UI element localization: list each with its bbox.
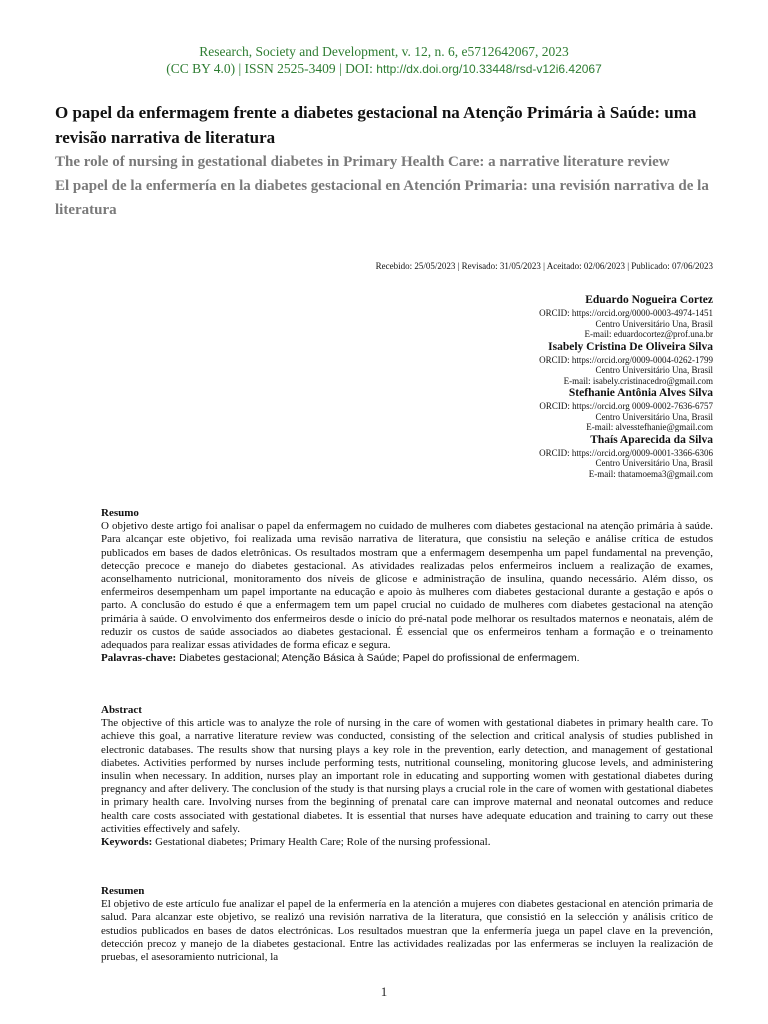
- author-email[interactable]: E-mail: eduardocortez@prof.una.br: [584, 329, 713, 339]
- page-number: 1: [380, 984, 388, 999]
- resumo-text: O objetivo deste artigo foi analisar o papel da enfermagem no cuidado de mulheres com diabetes gestacional na atenção primária à saúde. Para alcançar este objetivo, foi realizada uma revisão narrativa de literatura, que consistiu na seleção e análise crítica de estudos publicados em bases de dados eletrônicas. Os resultados mostram que a enfermagem desempenha um papel fundamental na prevenção, detecção precoce e manejo do diabetes gestacional. As atividades realizadas pelos enfermeiros incluem a realização de exames, aconselhamento nutricional, monitoramento dos níveis de glicose e administração de insulina, quando necessário. Além disso, os enfermeiros desempenham um papel importante na educação e apoio às mulheres com diabetes gestacional durante a gestação e após o parto. A conclusão do estudo é que a enfermagem tem um papel crucial no cuidado de mulheres com diabetes gestacional na atenção primária à saúde. O envolvimento dos enfermeiros desde o início do pré-natal pode melhorar os resultados maternos e neonatais, além de reduzir os custos de saúde associados ao diabetes gestacional. É essencial que os enfermeiros tenham a formação e o treinamento adequados para realizar essas atividades de forma eficaz e segura.: [101, 520, 713, 652]
- author-orcid[interactable]: ORCID: https://orcid.org/0009-0001-3366-6306: [539, 447, 713, 458]
- resumen-heading: Resumen: [101, 885, 145, 897]
- author-entry: [539, 293, 713, 340]
- publication-dates: Recebido: 25/05/2023 | Revisado: 31/05/2023 | Aceitado: 02/06/2023 | Publicado: 07/06/2023: [375, 261, 713, 271]
- author-name: Isabely Cristina De Oliveira Silva: [548, 340, 713, 353]
- author-institution: Centro Universitário Una, Brasil: [595, 458, 713, 468]
- resumo-keywords: [101, 652, 713, 665]
- resumo-section: [101, 507, 713, 665]
- journal-citation: Research, Society and Development, v. 12, n. 6, e5712642067, 2023: [199, 44, 569, 59]
- title-block: [55, 100, 718, 222]
- author-orcid[interactable]: ORCID: https://orcid.org/0009-0004-0262-1799: [539, 354, 713, 365]
- keywords-label: Palavras-chave:: [101, 652, 177, 665]
- license-line: [0, 60, 768, 78]
- author-email[interactable]: E-mail: thatamoema3@gmail.com: [588, 468, 713, 479]
- author-entry: [539, 433, 713, 480]
- abstract-keywords: [101, 836, 713, 849]
- keywords-text: Gestational diabetes; Primary Health Care; Role of the nursing professional.: [152, 836, 491, 849]
- author-institution: Centro Universitário Una, Brasil: [595, 365, 713, 375]
- author-name: Thaís Aparecida da Silva: [590, 433, 713, 446]
- author-entry: [539, 386, 713, 433]
- resumo-heading: Resumo: [101, 507, 139, 519]
- title-spanish: El papel de la enfermería en la diabetes gestacional en Atención Primaria: una revisión narrativa de la literatura: [55, 178, 709, 218]
- title-portuguese: O papel da enfermagem frente a diabetes gestacional na Atenção Primária à Saúde: uma revisão narrativa de literatura: [55, 103, 697, 147]
- keywords-text: Diabetes gestacional; Atenção Básica à Saúde; Papel do profissional de enfermagem.: [176, 652, 580, 665]
- license-issn: (CC BY 4.0) | ISSN 2525-3409 | DOI:: [166, 61, 377, 76]
- author-email[interactable]: E-mail: alvesstefhanie@gmail.com: [586, 422, 713, 432]
- author-orcid[interactable]: ORCID: https://orcid.org/0000-0003-4974-1451: [539, 308, 713, 318]
- author-name: Stefhanie Antônia Alves Silva: [568, 387, 713, 399]
- abstract-heading: Abstract: [101, 704, 142, 716]
- abstract-section: [101, 704, 713, 849]
- author-entry: [539, 340, 713, 387]
- title-english: The role of nursing in gestational diabetes in Primary Health Care: a narrative literature review: [55, 154, 670, 170]
- keywords-label: Keywords:: [101, 836, 153, 849]
- author-email[interactable]: E-mail: isabely.cristinacedro@gmail.com: [563, 375, 713, 386]
- doi-link[interactable]: http://dx.doi.org/10.33448/rsd-v12i6.42067: [376, 62, 602, 76]
- author-list: [539, 293, 713, 479]
- abstract-text: The objective of this article was to analyze the role of nursing in the care of women with gestational diabetes in primary health care. To achieve this goal, a narrative literature review was conducted, consisting of the selection and critical analysis of studies published in electronic databases. The results show that nursing plays a key role in the prevention, early detection, and management of gestational diabetes. Activities performed by nurses include performing tests, nutritional counseling, monitoring glucose levels, and administering insulin when necessary. In addition, nurses play an important role in educating and supporting women with gestational diabetes during pregnancy and after delivery. The conclusion of the study is that nursing plays a crucial role in the care of women with gestational diabetes in primary health care. Involving nurses from the beginning of prenatal care can improve maternal and neonatal outcomes and reduce health care costs associated with gestational diabetes. It is essential that nurses have adequate education and training to carry out these activities effectively and safely.: [101, 717, 713, 835]
- journal-header: [0, 43, 768, 78]
- author-orcid[interactable]: ORCID: https://orcid.org 0009-0002-7636-6757: [539, 401, 713, 411]
- resumen-text: El objetivo de este artículo fue analizar el papel de la enfermería en la atención a mujeres con diabetes gestacional en atención primaria de salud. Para alcanzar este objetivo, se realizó una revisión narrativa de la literatura, que consistió en la selección y análisis crítico de estudios publicados en bases de datos electrónicas. Los resultados muestran que la enfermería juega un papel clave en la prevención, detección precoz y manejo de la diabetes gestacional. Entre las actividades realizadas por las enfermeras se incluyen la realización de pruebas, el asesoramiento nutricional, la: [101, 898, 713, 964]
- author-name: Eduardo Nogueira Cortez: [585, 294, 713, 306]
- resumen-section: [101, 885, 713, 964]
- author-institution: Centro Universitário Una, Brasil: [595, 411, 713, 422]
- author-institution: Centro Universitário Una, Brasil: [595, 318, 713, 329]
